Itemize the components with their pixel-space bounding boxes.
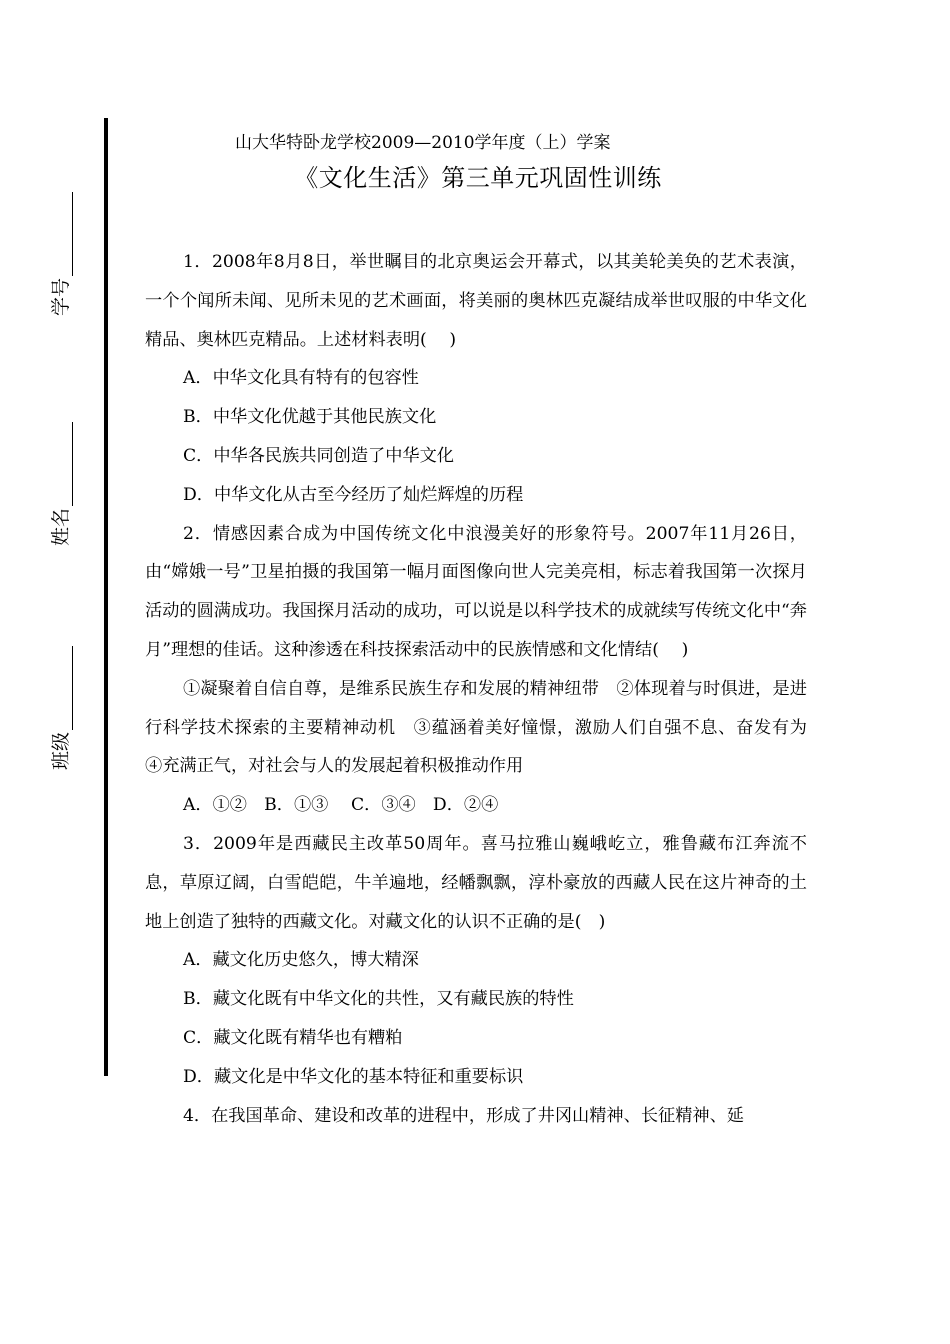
student-number-blank — [52, 192, 73, 276]
question-3-option-b: B．藏文化既有中华文化的共性，又有藏民族的特性 — [183, 989, 574, 1010]
student-number-label: 学号 — [50, 277, 72, 316]
question-1-option-c: C．中华各民族共同创造了中华文化 — [183, 445, 454, 466]
name-field — [46, 422, 73, 546]
class-blank — [52, 646, 73, 730]
question-3-stem: 3．2009年是西藏民主改革50周年。喜马拉雅山巍峨屹立，雅鲁藏布江奔流不息，草原辽阔，白雪皑皑，牛羊遍地，经幡飘飘，淳朴豪放的西藏人民在这片神奇的土地上创造了独特的西藏文化。对藏文化的认识不正确的是( ) — [145, 833, 807, 932]
question-4-stem: 4．在我国革命、建设和改革的进程中，形成了井冈山精神、长征精神、延 — [183, 1105, 744, 1126]
binding-line — [104, 118, 108, 1076]
student-number-field — [46, 192, 73, 316]
question-3-option-d: D．藏文化是中华文化的基本特征和重要标识 — [183, 1066, 524, 1087]
question-list — [145, 243, 825, 1135]
question-3-option-c: C．藏文化既有精华也有糟粕 — [183, 1027, 403, 1048]
school-header: 山大华特卧龙学校2009—2010学年度（上）学案 — [235, 133, 611, 153]
question-1-stem: 1．2008年8月8日，举世瞩目的北京奥运会开幕式，以其美轮美奂的艺术表演，一个个闻所未闻、见所未见的艺术画面，将美丽的奥林匹克凝结成举世叹服的中华文化精品、奥林匹克精品。上述材料表明( ) — [145, 252, 807, 350]
name-label: 姓名 — [50, 507, 72, 546]
question-1-option-d: D．中华文化从古至今经历了灿烂辉煌的历程 — [183, 484, 524, 505]
class-field — [46, 646, 73, 770]
question-2-statements: ①凝聚着自信自尊，是维系民族生存和发展的精神纽带 ②体现着与时俱进，是进行科学技术探索的主要精神动机 ③蕴涵着美好憧憬，激励人们自强不息、奋发有为 ④充满正气，对社会与人的发展起着积极推动作用 — [145, 678, 825, 777]
question-1-option-b: B．中华文化优越于其他民族文化 — [183, 407, 437, 428]
question-1-option-a: A．中华文化具有特有的包容性 — [183, 368, 419, 389]
class-label: 班级 — [50, 731, 72, 770]
question-3-option-a: A．藏文化历史悠久，博大精深 — [183, 950, 419, 971]
page-title: 《文化生活》第三单元巩固性训练 — [294, 164, 662, 192]
name-blank — [52, 422, 73, 506]
question-2-options: A．①② B．①③ C．③④ D．②④ — [183, 795, 499, 816]
question-2-stem: 2．情感因素合成为中国传统文化中浪漫美好的形象符号。2007年11月26日，由“嫦娥一号”卫星拍摄的我国第一幅月面图像向世人完美亮相，标志着我国第一次探月活动的圆满成功。我国探月活动的成功，可以说是以科学技术的成就续写传统文化中“奔月”理想的佳话。这种渗透在科技探索活动中的民族情感和文化情结( ) — [145, 523, 807, 660]
